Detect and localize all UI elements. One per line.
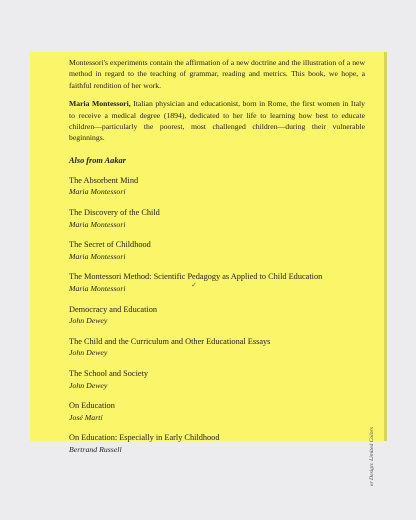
cover-content bbox=[69, 57, 365, 465]
author-bio-paragraph bbox=[69, 98, 365, 144]
book-title: The Secret of Childhood bbox=[69, 240, 151, 250]
book-author: Maria Montessori bbox=[69, 187, 126, 197]
book-title: The Montessori Method: Scientific Pedagogy as Applied to Child Education bbox=[69, 272, 323, 282]
book-entry bbox=[69, 400, 365, 423]
also-from-heading: Also from Aakar bbox=[69, 155, 126, 165]
book-entry bbox=[69, 207, 365, 230]
spine-edge bbox=[384, 52, 387, 441]
book-entry bbox=[69, 304, 365, 327]
book-entry bbox=[69, 432, 365, 455]
author-bio: Italian physician and educationist, born in Rome, the first women in Italy to receive a medical degree (1894), dedicated to her life to learning how best to educate children—particularly the poorest, most challenged children—during their vulnerable beginnings. bbox=[69, 99, 365, 143]
book-title: Democracy and Education bbox=[69, 304, 158, 314]
book-title: On Education bbox=[69, 401, 115, 411]
author-name: Maria Montessori, bbox=[69, 99, 131, 109]
book-author: Maria Montessori bbox=[69, 284, 126, 293]
book-title: On Education: Especially in Early Childhood bbox=[69, 433, 220, 443]
book-author: Maria Montessori bbox=[69, 219, 126, 229]
book-author: John Dewey bbox=[69, 380, 108, 390]
book-entry bbox=[69, 368, 365, 391]
book-title: The School and Society bbox=[69, 368, 149, 378]
book-entry bbox=[69, 271, 365, 294]
book-author: John Dewey bbox=[69, 348, 108, 358]
book-author: José Martí bbox=[69, 412, 103, 422]
book-title: The Absorbent Mind bbox=[69, 175, 139, 185]
book-list bbox=[69, 175, 365, 455]
book-title: The Child and the Curriculum and Other Educational Essays bbox=[69, 336, 271, 346]
book-entry bbox=[69, 175, 365, 198]
book-author: Maria Montessori bbox=[69, 251, 126, 261]
book-entry bbox=[69, 239, 365, 262]
book-author: Bertrand Russell bbox=[69, 444, 122, 454]
intro-paragraph: Montessori's experiments contain the affirmation of a new doctrine and the illustration of a new method in regard to the teaching of grammar, reading and metrics. This book, we hope, a faithful rendition of her work. bbox=[69, 58, 365, 90]
cover-design-credit: er Design: Limited Colors bbox=[369, 427, 375, 486]
pen-mark: ✓ bbox=[191, 281, 197, 289]
book-title: The Discovery of the Child bbox=[69, 208, 160, 218]
back-cover bbox=[30, 52, 387, 486]
book-entry bbox=[69, 336, 365, 359]
book-author: John Dewey bbox=[69, 316, 108, 326]
